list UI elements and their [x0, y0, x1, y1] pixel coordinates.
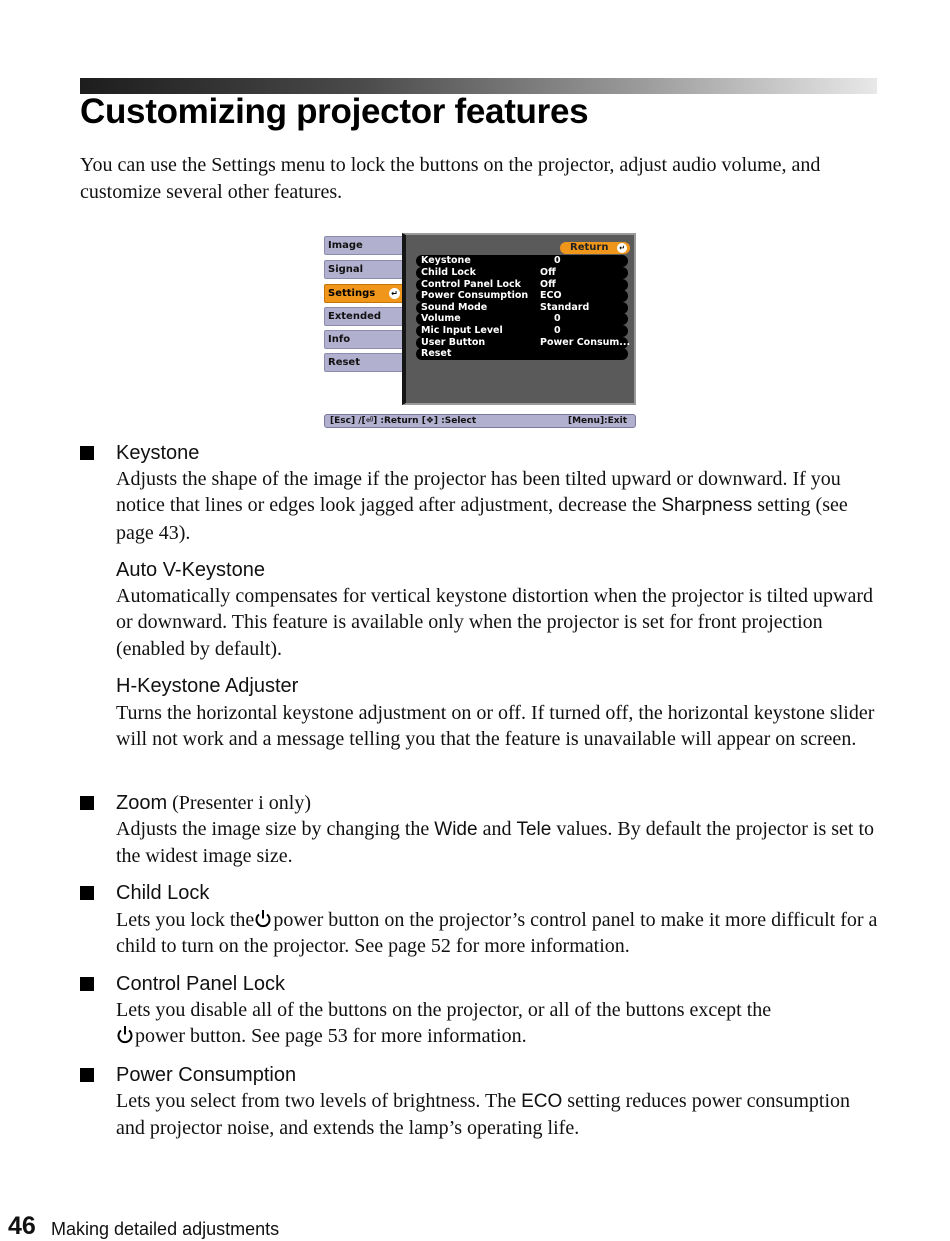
control-panel-lock-heading: Control Panel Lock	[116, 973, 285, 995]
zoom-text	[116, 816, 881, 870]
menu-tab-image: Image	[324, 236, 404, 255]
menu-tab-extended: Extended	[324, 307, 404, 326]
menu-row-label: Power Consumption	[421, 290, 529, 301]
menu-row-value: 0	[554, 255, 561, 266]
child-lock-heading: Child Lock	[116, 882, 210, 904]
menu-tab-settings	[324, 284, 404, 303]
return-button	[560, 242, 630, 254]
bullet-icon	[80, 1068, 94, 1082]
menu-row-value: Off	[540, 279, 556, 290]
power-consumption-text-1: Lets you select from two levels of brightness. The	[116, 1090, 522, 1112]
keystone-text-1: Adjusts the shape of the image if the projector has been tilted upward or downward. If you notice that lines or edges look jagged after adjustment, decrease the	[116, 468, 841, 517]
menu-row	[416, 255, 628, 267]
power-consumption-text	[116, 1088, 881, 1142]
bullet-icon	[80, 796, 94, 810]
zoom-heading	[116, 791, 311, 815]
page-title: Customizing projector features	[80, 92, 589, 131]
page-number: 46	[8, 1212, 36, 1240]
h-keystone-text: Turns the horizontal keystone adjustment on or off. If turned off, the horizontal keystone slider will not work and a message telling you that the feature is unavailable will appear on screen.	[116, 702, 875, 751]
power-icon	[116, 1025, 134, 1044]
menu-row	[416, 290, 628, 302]
zoom-text-3: values. By default the projector is set to the widest image size.	[116, 818, 875, 868]
menu-row-value: 0	[554, 313, 561, 324]
sharpness-term: Sharpness	[661, 495, 753, 517]
keystone-heading: Keystone	[116, 442, 200, 464]
menu-row-label: Mic Input Level	[421, 325, 503, 336]
zoom-text-1: Adjusts the image size by changing the	[116, 818, 435, 840]
auto-v-keystone-heading: Auto V-Keystone	[116, 559, 265, 581]
bullet-icon	[80, 446, 94, 460]
enter-icon: ↵	[389, 288, 400, 299]
menu-row-label: Keystone	[421, 255, 471, 266]
zoom-text-2: and	[477, 818, 517, 840]
child-lock-text-1: Lets you lock the	[116, 909, 255, 931]
menu-tab-info: Info	[324, 330, 404, 349]
menu-row-value: Off	[540, 267, 556, 278]
menu-row-value: 0	[554, 325, 561, 336]
child-lock-text	[116, 907, 881, 960]
keystone-text	[116, 466, 881, 546]
keystone-text-2: setting (see page 43).	[116, 494, 848, 544]
footer-section-title: Making detailed adjustments	[51, 1219, 280, 1239]
control-panel-lock-text-1: Lets you disable all of the buttons on the projector, or all of the buttons except the	[116, 999, 772, 1021]
zoom-heading-label: Zoom	[116, 792, 168, 814]
bullet-icon	[80, 977, 94, 991]
bullet-icon	[80, 886, 94, 900]
zoom-heading-note: (Presenter i only)	[167, 792, 311, 814]
menu-row	[416, 313, 628, 325]
menu-row-value: Standard	[540, 302, 590, 313]
h-keystone-heading: H-Keystone Adjuster	[116, 675, 299, 697]
enter-icon: ↵	[617, 243, 627, 253]
menu-row-label: Control Panel Lock	[421, 279, 521, 290]
menu-row	[416, 267, 628, 279]
status-nav-hint: [Esc] /[⏎] :Return [❖] :Select	[330, 416, 477, 426]
menu-row-label: Reset	[421, 348, 452, 359]
menu-tab-signal: Signal	[324, 260, 404, 279]
intro-paragraph: You can use the Settings menu to lock the buttons on the projector, adjust audio volume, and customize several other features.	[80, 154, 821, 203]
settings-menu-screenshot	[322, 230, 638, 432]
child-lock-text-2: power button on the projector’s control panel to make it more difficult for a child to turn on the projector. See page 52 for more information.	[116, 909, 878, 958]
control-panel-lock-text-2: power button. See page 53 for more information.	[135, 1025, 527, 1048]
wide-term: Wide	[434, 819, 478, 840]
menu-row-value: ECO	[540, 290, 562, 301]
menu-row	[416, 348, 628, 360]
menu-row-value: Power Consum...	[540, 337, 631, 348]
auto-v-keystone-text: Automatically compensates for vertical keystone distortion when the projector is tilted upward or downward. This feature is available only when the projector is set for front projection (enabled by default).	[116, 585, 874, 660]
tele-term: Tele	[516, 819, 552, 840]
power-consumption-text-2: setting reduces power consumption and projector noise, and extends the lamp’s operating life.	[116, 1090, 851, 1140]
menu-tab-settings-label: Settings	[328, 288, 376, 299]
menu-row-label: User Button	[421, 337, 486, 348]
power-icon	[254, 909, 272, 928]
return-label: Return	[570, 242, 609, 253]
menu-row-label: Sound Mode	[421, 302, 488, 313]
menu-row	[416, 325, 628, 337]
menu-row-label: Child Lock	[421, 267, 476, 278]
power-consumption-heading: Power Consumption	[116, 1064, 297, 1086]
status-exit-hint: [Menu]:Exit	[567, 416, 627, 426]
menu-tab-reset: Reset	[324, 353, 404, 372]
control-panel-lock-text	[116, 997, 881, 1050]
eco-term: ECO	[521, 1091, 563, 1112]
menu-row-label: Volume	[421, 313, 461, 324]
settings-panel	[402, 233, 636, 405]
menu-status-bar	[324, 414, 636, 428]
